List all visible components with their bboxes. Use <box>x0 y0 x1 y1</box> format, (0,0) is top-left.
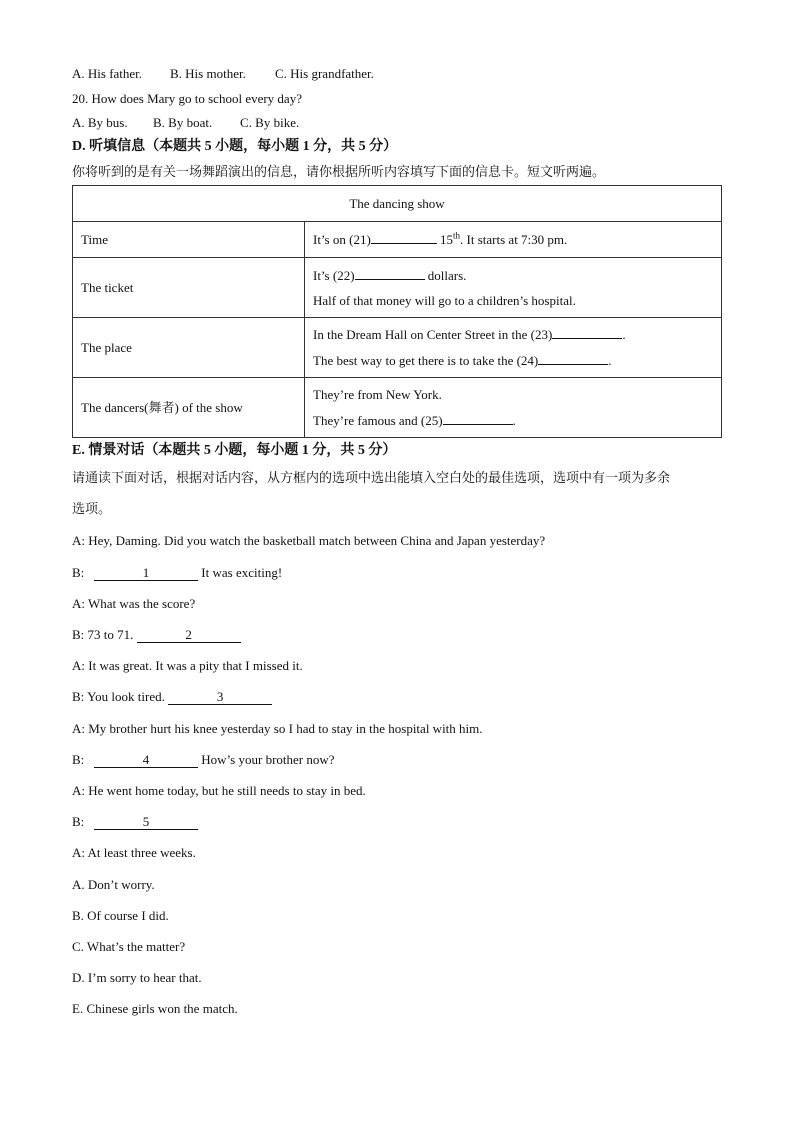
answer-blank-24[interactable] <box>538 352 608 365</box>
dialogue-line: B: 1 It was exciting! <box>72 565 283 580</box>
table-row <box>73 378 722 438</box>
section-d-title: D. 听填信息（本题共 5 小题，每小题 1 分，共 5 分） <box>72 139 398 154</box>
dialogue-line: B: 5 <box>72 814 198 830</box>
q19-option-b: B. His mother. <box>170 66 246 81</box>
q20-options <box>72 115 299 131</box>
table-row <box>73 222 722 258</box>
dialogue-line: A: It was great. It was a pity that I missed it. <box>72 658 303 673</box>
answer-blank-22[interactable] <box>355 267 425 280</box>
option-d: D. I’m sorry to hear that. <box>72 970 202 985</box>
answer-blank-4[interactable]: 4 <box>94 753 198 768</box>
option-a: A. Don’t worry. <box>72 877 155 892</box>
section-e-instruction-line1: 请通读下面对话，根据对话内容，从方框内的选项中选出能填入空白处的最佳选项，选项中有一项为多余 <box>72 470 671 485</box>
row-content: They’re from New York. They’re famous and (25) . <box>305 378 722 438</box>
q19-options <box>72 66 374 82</box>
answer-blank-5[interactable]: 5 <box>94 815 198 830</box>
dialogue-line: A: My brother hurt his knee yesterday so I had to stay in the hospital with him. <box>72 721 483 736</box>
option-e: E. Chinese girls won the match. <box>72 1001 238 1016</box>
row-content: In the Dream Hall on Center Street in the (23) . The best way to get there is to take the (24) . <box>305 318 722 378</box>
q20-option-b: B. By boat. <box>153 115 213 130</box>
q19-option-a: A. His father. <box>72 66 143 81</box>
row-label: The ticket <box>73 258 305 318</box>
q19-option-c: C. His grandfather. <box>275 66 374 81</box>
answer-blank-25[interactable] <box>443 412 513 425</box>
answer-blank-1[interactable]: 1 <box>94 566 198 581</box>
dialogue-line: A: At least three weeks. <box>72 845 196 860</box>
row-label: The dancers(舞者) of the show <box>73 378 305 438</box>
dialogue-line: B: 4 How’s your brother now? <box>72 752 335 767</box>
table-row <box>73 258 722 318</box>
dialogue-line: A: Hey, Daming. Did you watch the basketball match between China and Japan yesterday? <box>72 533 546 548</box>
row-label: Time <box>73 222 305 258</box>
row-label: The place <box>73 318 305 378</box>
section-e-title: E. 情景对话（本题共 5 小题，每小题 1 分，共 5 分） <box>72 443 397 458</box>
option-b: B. Of course I did. <box>72 908 169 923</box>
answer-blank-21[interactable] <box>371 231 437 244</box>
dialogue-line: A: What was the score? <box>72 596 196 611</box>
dialogue-line: B: You look tired. 3 <box>72 689 272 705</box>
q20-option-c: C. By bike. <box>240 115 300 130</box>
answer-blank-2[interactable]: 2 <box>137 628 241 643</box>
info-card-table <box>72 185 722 438</box>
table-row <box>73 318 722 378</box>
row-content: It’s on (21) 15th. It starts at 7:30 pm. <box>305 222 722 258</box>
answer-blank-23[interactable] <box>552 326 622 339</box>
section-d-instruction: 你将听到的是有关一场舞蹈演出的信息，请你根据所听内容填写下面的信息卡。短文听两遍。 <box>72 164 606 179</box>
dialogue-line: B: 73 to 71. 2 <box>72 627 241 643</box>
answer-blank-3[interactable]: 3 <box>168 690 272 705</box>
section-e-instruction-line2: 选项。 <box>72 501 112 516</box>
row-content: It’s (22) dollars. Half of that money will go to a children’s hospital. <box>305 258 722 318</box>
q20-question: 20. How does Mary go to school every day? <box>72 91 302 106</box>
info-card-title: The dancing show <box>73 186 722 222</box>
dialogue-line: A: He went home today, but he still needs to stay in bed. <box>72 783 366 798</box>
option-c: C. What’s the matter? <box>72 939 186 954</box>
q20-option-a: A. By bus. <box>72 115 128 130</box>
